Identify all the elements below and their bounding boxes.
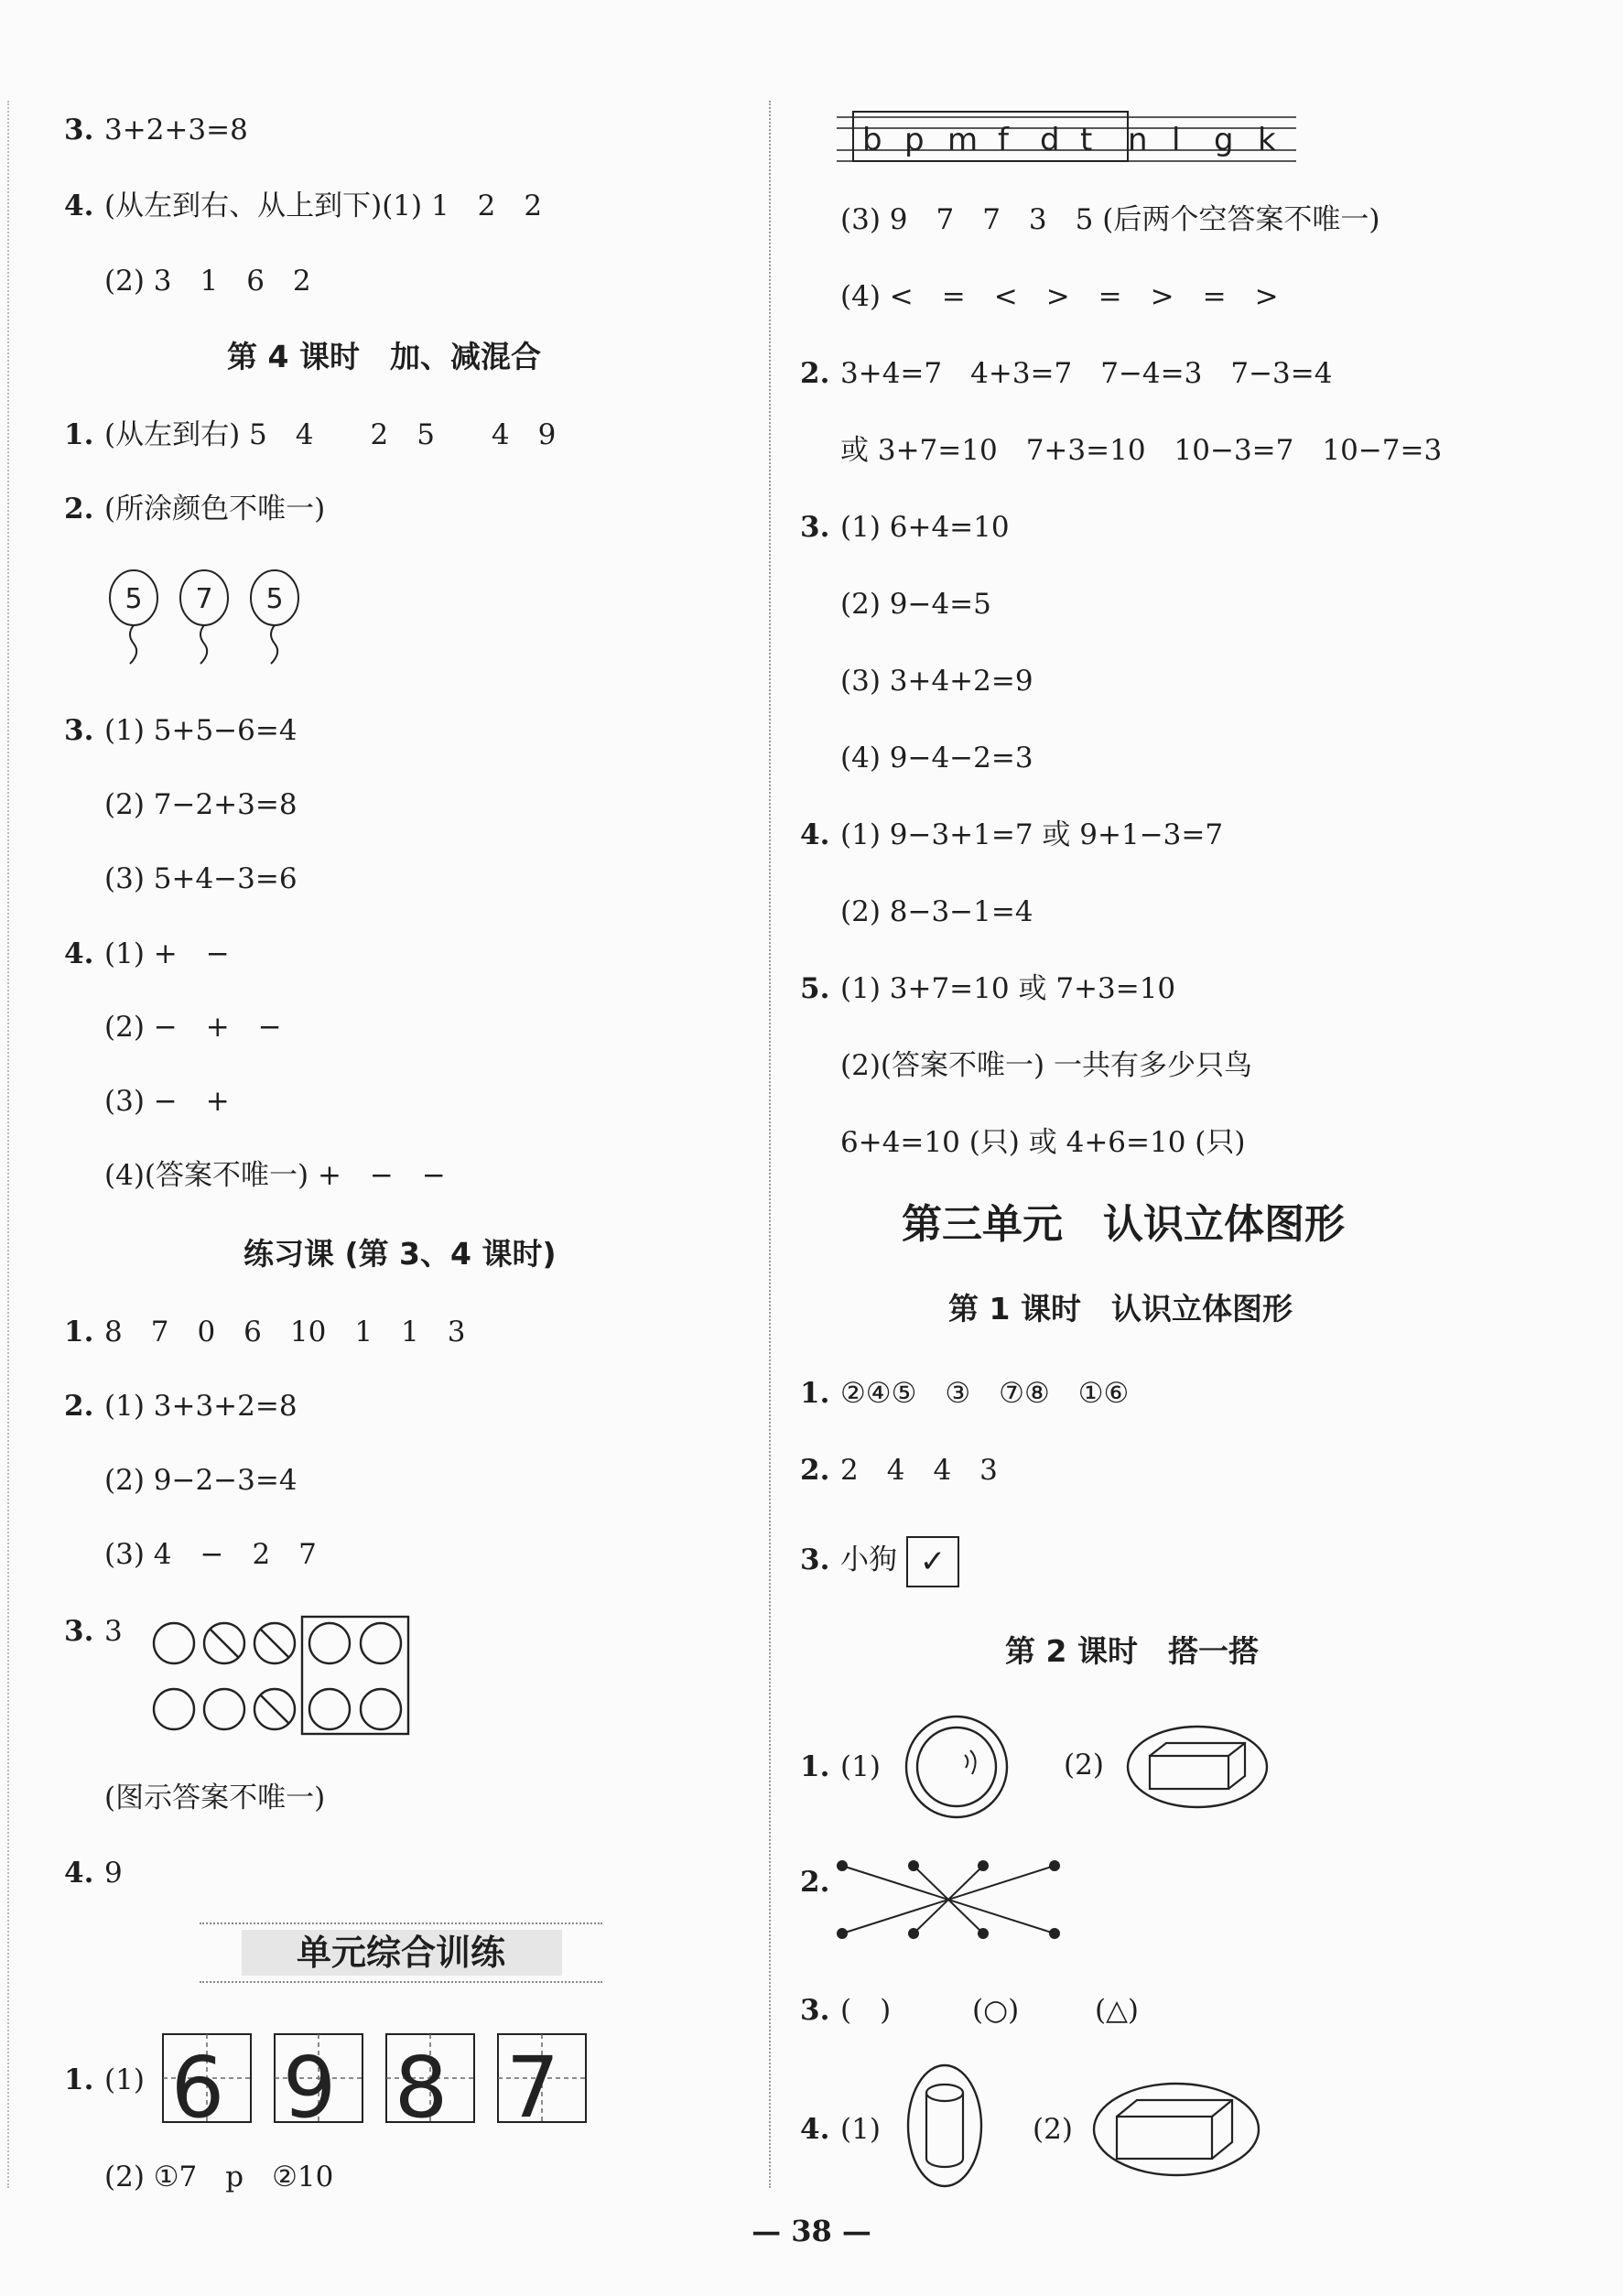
balloon-number: 5 bbox=[265, 583, 284, 615]
question-number: 4. bbox=[64, 190, 94, 222]
question-number: 2. bbox=[64, 1390, 94, 1423]
answer-text: (1) 5+5−6=4 bbox=[104, 714, 298, 747]
answer-line bbox=[64, 417, 556, 453]
answer-text: 3+4=7 4+3=7 7−4=3 7−3=4 bbox=[840, 357, 1333, 390]
banner-title: 单元综合训练 bbox=[296, 1933, 505, 1973]
answer-line bbox=[64, 1855, 123, 1891]
answer-line: (2) 3 1 6 2 bbox=[104, 265, 311, 298]
answer-line bbox=[800, 1749, 881, 1785]
balloon-number: 7 bbox=[195, 583, 213, 615]
answer-line: (3) 4 − 2 7 bbox=[104, 1538, 317, 1571]
written-digit: 9 bbox=[282, 2039, 337, 2126]
answer-line bbox=[64, 936, 230, 972]
question-number: 2. bbox=[64, 493, 94, 525]
letter: l bbox=[1172, 122, 1181, 158]
answer-line: (4) < = < > = > = > bbox=[840, 280, 1279, 313]
answer-text: (1) 3+3+2=8 bbox=[104, 1390, 298, 1423]
balloon bbox=[251, 570, 298, 664]
answer-line: (3) 3+4+2=9 bbox=[840, 665, 1033, 698]
answer-line bbox=[64, 112, 248, 148]
question-number: 1. bbox=[800, 1377, 830, 1410]
letter: m bbox=[947, 122, 979, 158]
letter: n bbox=[1128, 122, 1148, 158]
answer-line: (3) 5+4−3=6 bbox=[104, 862, 298, 895]
balloon bbox=[180, 570, 228, 664]
cuboid-in-ellipse-figure bbox=[1124, 1721, 1271, 1813]
answer-text: (1) bbox=[840, 1750, 881, 1783]
answer-line bbox=[64, 1613, 123, 1650]
answer-text: 8 7 0 6 10 1 1 3 bbox=[104, 1316, 466, 1348]
question-number: 5. bbox=[800, 972, 830, 1005]
answer-line bbox=[800, 355, 1332, 392]
answer-line: (图示答案不唯一) bbox=[104, 1782, 326, 1814]
circles-figure bbox=[146, 1613, 421, 1741]
cross-stroke bbox=[211, 1630, 238, 1657]
checkbox-checked: ✓ bbox=[906, 1536, 959, 1587]
cross-stroke bbox=[261, 1630, 288, 1657]
letter: f bbox=[998, 122, 1009, 158]
question-number: 3. bbox=[800, 1543, 830, 1576]
answer-text: 3 bbox=[104, 1615, 123, 1648]
lesson-heading: 第 2 课时 搭一搭 bbox=[1005, 1633, 1259, 1669]
left-margin-line bbox=[7, 101, 9, 2188]
question-number: 4. bbox=[800, 818, 830, 851]
grouping-box bbox=[302, 1617, 408, 1734]
answer-text: (1) + − bbox=[104, 937, 230, 970]
written-digit: 7 bbox=[505, 2039, 560, 2126]
letter: g bbox=[1214, 122, 1234, 158]
answer-text: (从左到右) 5 4 2 5 4 9 bbox=[104, 418, 557, 451]
answer-line bbox=[64, 491, 325, 527]
answer-text: ②④⑤ ③ ⑦⑧ ①⑥ bbox=[840, 1377, 1130, 1410]
circle bbox=[309, 1623, 350, 1663]
answer-text: 小狗 bbox=[840, 1543, 897, 1576]
answer-text: 9 bbox=[104, 1857, 123, 1890]
question-number: 4. bbox=[64, 1857, 94, 1890]
question-number: 1. bbox=[64, 418, 94, 451]
digit-writing-grid bbox=[161, 2031, 601, 2126]
matching-lines-figure bbox=[835, 1853, 1064, 1944]
answer-line: (2) 7−2+3=8 bbox=[104, 788, 298, 821]
answer-text: (1) bbox=[104, 2063, 145, 2096]
pinyin-letter-lines bbox=[833, 108, 1300, 172]
circle bbox=[361, 1689, 401, 1729]
cylinder-in-ellipse-figure bbox=[899, 2062, 990, 2190]
letter: k bbox=[1258, 122, 1276, 158]
answer-line: (2)(答案不唯一) 一共有多少只鸟 bbox=[840, 1049, 1252, 1082]
answer-text: (1) bbox=[840, 2113, 881, 2146]
answer-text: ( ) bbox=[840, 1994, 892, 2027]
answer-line: 6+4=10 (只) 或 4+6=10 (只) bbox=[840, 1126, 1246, 1159]
answer-line: (2) bbox=[1033, 2113, 1073, 2146]
letter: b bbox=[862, 122, 882, 158]
lesson-heading: 第 1 课时 认识立体图形 bbox=[948, 1291, 1293, 1327]
circle-view-figure bbox=[899, 1712, 1018, 1822]
answer-line bbox=[800, 1375, 1129, 1412]
section-banner bbox=[200, 1922, 602, 1983]
question-number: 3. bbox=[64, 114, 94, 146]
answer-line bbox=[64, 712, 298, 749]
answer-line: (○) bbox=[972, 1994, 1020, 2027]
answer-line: (2) ①7 p ②10 bbox=[104, 2161, 334, 2193]
circle bbox=[361, 1623, 401, 1663]
lesson-heading: 练习课 (第 3、4 课时) bbox=[243, 1236, 557, 1272]
answer-line: (4) 9−4−2=3 bbox=[840, 742, 1033, 774]
answer-line: (4)(答案不唯一) + − − bbox=[104, 1159, 446, 1192]
page-number: — 38 — bbox=[752, 2214, 871, 2248]
answer-line: (2) 9−2−3=4 bbox=[104, 1464, 298, 1497]
answer-line bbox=[800, 1542, 897, 1578]
answer-line: (△) bbox=[1095, 1994, 1140, 2027]
answer-line bbox=[800, 817, 1223, 853]
answer-line bbox=[800, 970, 1175, 1007]
question-number: 4. bbox=[64, 937, 94, 970]
answer-text: (从左到右、从上到下)(1) 1 2 2 bbox=[104, 190, 543, 222]
answer-line bbox=[800, 1452, 998, 1489]
answer-line bbox=[800, 1992, 891, 2029]
answer-line: (2) 8−3−1=4 bbox=[840, 895, 1033, 928]
answer-text: (所涂颜色不唯一) bbox=[104, 493, 326, 525]
balloon bbox=[110, 570, 157, 664]
letter: p bbox=[904, 122, 925, 158]
question-number: 3. bbox=[800, 1994, 830, 2027]
question-number: 2. bbox=[800, 1454, 830, 1487]
answer-line: (3) − + bbox=[104, 1085, 230, 1118]
answer-text: (1) 6+4=10 bbox=[840, 511, 1010, 544]
circle bbox=[309, 1689, 350, 1729]
answer-text: (1) 9−3+1=7 或 9+1−3=7 bbox=[840, 818, 1224, 851]
question-number: 3. bbox=[800, 511, 830, 544]
cross-stroke bbox=[261, 1695, 288, 1723]
question-number: 2. bbox=[800, 357, 830, 390]
answer-text: (1) 3+7=10 或 7+3=10 bbox=[840, 972, 1176, 1005]
answer-line: (2) − + − bbox=[104, 1011, 282, 1044]
answer-line bbox=[800, 509, 1010, 546]
circle bbox=[204, 1689, 244, 1729]
answer-line: (2) bbox=[1064, 1749, 1104, 1782]
answer-line: (3) 9 7 7 3 5 (后两个空答案不唯一) bbox=[840, 203, 1380, 236]
question-number: 2. bbox=[800, 1866, 830, 1899]
question-number: 1. bbox=[64, 1316, 94, 1348]
answer-line bbox=[800, 2111, 881, 2148]
answer-line bbox=[64, 188, 542, 224]
question-number: 3. bbox=[64, 1615, 94, 1648]
answer-line: (2) 9−4=5 bbox=[840, 588, 991, 621]
question-number: 3. bbox=[64, 714, 94, 747]
answer-line bbox=[64, 2062, 145, 2098]
circle bbox=[154, 1689, 194, 1729]
lesson-heading: 第 4 课时 加、减混合 bbox=[227, 339, 541, 374]
unit-title: 第三单元 认识立体图形 bbox=[902, 1201, 1345, 1248]
letter: t bbox=[1080, 122, 1093, 158]
written-digit: 6 bbox=[170, 2039, 225, 2126]
question-number: 1. bbox=[64, 2063, 94, 2096]
answer-text: 2 4 4 3 bbox=[840, 1454, 998, 1487]
circle bbox=[154, 1623, 194, 1663]
written-digit: 8 bbox=[394, 2039, 449, 2126]
balloon-number: 5 bbox=[124, 583, 143, 615]
cuboid-in-ellipse-figure bbox=[1089, 2078, 1263, 2179]
letter: d bbox=[1040, 122, 1060, 158]
answer-text: 3+2+3=8 bbox=[104, 114, 248, 146]
column-divider bbox=[769, 101, 771, 2188]
answer-line bbox=[64, 1388, 298, 1424]
answer-line bbox=[64, 1314, 466, 1350]
balloons-figure bbox=[99, 566, 319, 676]
answer-line: 或 3+7=10 7+3=10 10−3=7 10−7=3 bbox=[840, 434, 1443, 467]
question-number: 4. bbox=[800, 2113, 830, 2146]
question-number: 1. bbox=[800, 1750, 830, 1783]
